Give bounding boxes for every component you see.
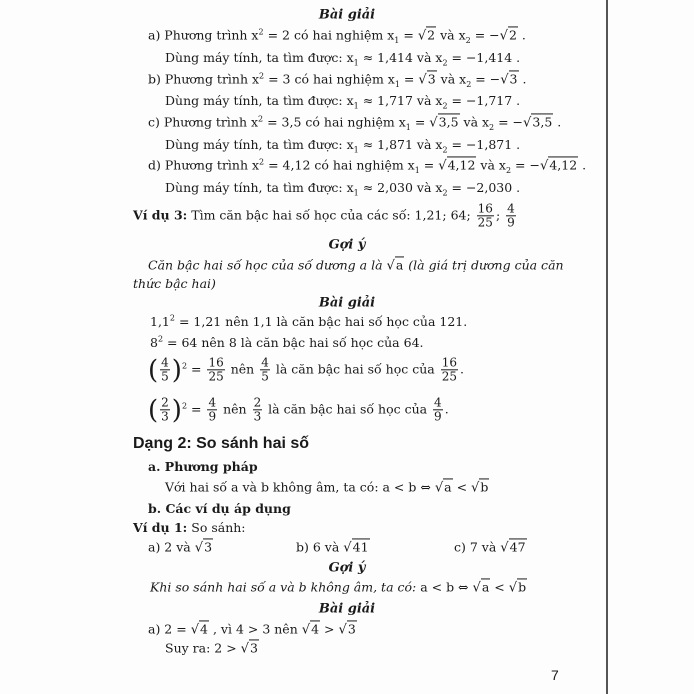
subscript: 1 bbox=[353, 58, 359, 68]
fraction bbox=[160, 396, 170, 423]
fraction bbox=[477, 202, 494, 229]
denominator: 5 bbox=[161, 369, 169, 384]
square-root bbox=[540, 159, 578, 172]
square-root bbox=[387, 259, 405, 272]
radical-sign: √ bbox=[338, 622, 347, 638]
subscript: 2 bbox=[442, 145, 448, 155]
radical-sign: √ bbox=[343, 540, 352, 556]
calc-line-a: Dùng máy tính, ta tìm được: $x_1 \approx 1,414$ và $x_2 = -1,414$ . bbox=[165, 49, 521, 68]
right-paren: ) bbox=[171, 355, 182, 385]
solution-line-c: c) Phương trình $x^2 = 3,5$ có hai nghiệm $x_1 = √3,5$ và $x_2 = -√3,5$ . bbox=[148, 114, 562, 132]
denominator: 9 bbox=[434, 409, 442, 424]
subscript: 2 bbox=[505, 165, 512, 175]
italic-text: Khi so sánh hai số a và b không âm, ta có: bbox=[150, 579, 421, 595]
subscript: 1 bbox=[394, 35, 400, 45]
fraction bbox=[506, 202, 516, 229]
square-root bbox=[471, 481, 489, 494]
fraction bbox=[441, 356, 458, 383]
radical-sign: √ bbox=[386, 258, 395, 274]
solution-line-1: $1,1^2 = 1,21$ nên 1,1 là căn bậc hai số học của 121. bbox=[150, 313, 468, 329]
square-root bbox=[241, 642, 259, 655]
radicand: 3 bbox=[509, 71, 518, 87]
denominator: 3 bbox=[253, 409, 262, 424]
subscript: 1 bbox=[414, 165, 420, 175]
example-1-b: b) 6 và √41 bbox=[296, 539, 369, 556]
numerator: 4 bbox=[161, 355, 169, 370]
superscript: 2 bbox=[259, 157, 265, 167]
subscript: 1 bbox=[405, 122, 411, 132]
solution-line-4: ( $\frac{2}{3}$ ) $^2$ = $\frac{4}{9}$ nên $\frac{2}{3}$ là căn bậc hai số học của $\frac{4}{9}$ . bbox=[148, 395, 449, 425]
superscript: 2 bbox=[259, 71, 265, 81]
solution-line-2: $8^2 = 64$ nên 8 là căn bậc hai số học của 64. bbox=[150, 334, 424, 350]
subheading-method: a. Phương pháp bbox=[148, 458, 258, 474]
left-paren: ( bbox=[148, 355, 159, 385]
radical-sign: √ bbox=[194, 540, 204, 556]
square-root bbox=[418, 29, 436, 42]
hint-line: Khi so sánh hai số a và b không âm, ta có: a < b ⇔ √a < √b bbox=[150, 579, 527, 596]
example-1-c: c) 7 và √47 bbox=[454, 539, 526, 556]
method-text: Với hai số a và b không âm, ta có: a < b ⇔ √a < √b bbox=[165, 479, 489, 496]
left-paren: ( bbox=[148, 395, 159, 425]
numerator: 4 bbox=[507, 201, 515, 216]
square-root bbox=[195, 541, 213, 554]
parenthesized-fraction bbox=[148, 356, 182, 383]
radicand: 2 bbox=[427, 27, 436, 43]
example-1: Ví dụ 1: So sánh: bbox=[133, 519, 246, 535]
heading-bai-giai: Bài giải bbox=[318, 7, 376, 23]
radicand: a bbox=[395, 257, 404, 273]
subscript: 1 bbox=[394, 79, 400, 89]
superscript: 2 bbox=[181, 361, 188, 371]
fraction bbox=[160, 356, 170, 383]
numerator: 4 bbox=[261, 355, 269, 370]
subscript: 2 bbox=[442, 188, 448, 198]
square-root bbox=[191, 623, 209, 636]
section-title: Dạng 2: So sánh hai số bbox=[133, 435, 310, 452]
heading-goi-y: Gợi ý bbox=[328, 237, 366, 253]
subscript: 2 bbox=[465, 35, 471, 45]
radical-sign: √ bbox=[418, 72, 427, 88]
subscript: 2 bbox=[442, 101, 448, 111]
radical-sign: √ bbox=[240, 641, 249, 657]
example-3: Ví dụ 3: Tìm căn bậc hai số học của các số: 1,21; 64; $\frac{16}{25}$ ; $\frac{4}{9}$ bbox=[133, 201, 515, 230]
subheading-examples: b. Các ví dụ áp dụng bbox=[148, 500, 291, 516]
radicand: 4 bbox=[311, 621, 320, 637]
fraction bbox=[207, 356, 224, 383]
denominator: 9 bbox=[208, 409, 217, 424]
square-root bbox=[473, 581, 491, 594]
answer-a-line-1: a) 2 = √4 , vì 4 > 3 nên √4 > √3 bbox=[148, 621, 356, 638]
square-root bbox=[438, 159, 476, 172]
hint-line-1: Căn bậc hai số học của số dương a là √a (là giá trị dương của căn bbox=[148, 257, 564, 274]
radicand: a bbox=[481, 579, 490, 595]
radicand: 4,12 bbox=[447, 157, 476, 173]
solution-line-d: d) Phương trình $x^2 = 4,12$ có hai nghiệm $x_1 = √4,12$ và $x_2 = -√4,12$ . bbox=[148, 157, 587, 175]
fraction bbox=[207, 396, 217, 423]
solution-line-b: b) Phương trình $x^2 = 3$ có hai nghiệm $x_1 = √3$ và $x_2 = -√3$ . bbox=[148, 71, 527, 89]
calc-line-d: Dùng máy tính, ta tìm được: $x_1 \approx 2,030$ và $x_2 = -2,030$ . bbox=[165, 179, 521, 198]
radical-sign: √ bbox=[417, 28, 427, 44]
subscript: 2 bbox=[442, 58, 448, 68]
numerator: 16 bbox=[441, 355, 457, 370]
square-root bbox=[302, 623, 320, 636]
radical-sign: √ bbox=[500, 540, 509, 556]
superscript: 2 bbox=[169, 313, 175, 323]
numerator: 2 bbox=[253, 395, 262, 410]
right-paren: ) bbox=[171, 395, 182, 425]
radical-sign: √ bbox=[438, 158, 447, 174]
fraction bbox=[260, 356, 270, 383]
subscript: 2 bbox=[489, 122, 495, 132]
calc-line-b: Dùng máy tính, ta tìm được: $x_1 \approx 1,717$ và $x_2 = -1,717$ . bbox=[165, 92, 521, 111]
numerator: 16 bbox=[208, 355, 224, 370]
superscript: 2 bbox=[258, 27, 264, 37]
radicand: 2 bbox=[509, 27, 517, 43]
square-root bbox=[435, 481, 453, 494]
radicand: 41 bbox=[352, 539, 369, 555]
solution-line-a: a) Phương trình $x^2 = 2$ có hai nghiệm $x_1 = √2$ và $x_2 = -√2$ . bbox=[148, 27, 526, 45]
radicand: 4,12 bbox=[549, 157, 578, 173]
square-root bbox=[418, 73, 436, 86]
page-number: 7 bbox=[551, 667, 559, 683]
numerator: 16 bbox=[477, 201, 493, 216]
denominator: 25 bbox=[441, 369, 457, 384]
square-root bbox=[500, 29, 518, 42]
radical-sign: √ bbox=[301, 622, 311, 638]
denominator: 25 bbox=[208, 369, 224, 384]
radical-sign: √ bbox=[472, 580, 481, 596]
superscript: 2 bbox=[258, 114, 264, 124]
radicand: 47 bbox=[509, 539, 526, 555]
denominator: 9 bbox=[507, 215, 515, 230]
hint-line-2: thức bậc hai) bbox=[133, 275, 216, 291]
radicand: 3 bbox=[347, 621, 356, 637]
subscript: 1 bbox=[353, 188, 359, 198]
radical-sign: √ bbox=[523, 115, 532, 131]
heading-goi-y: Gợi ý bbox=[328, 560, 366, 576]
answer-a-line-2: Suy ra: 2 > √3 bbox=[165, 640, 258, 657]
page-edge-rule bbox=[606, 0, 608, 694]
bold-label: Ví dụ 1: bbox=[133, 519, 188, 535]
subscript: 1 bbox=[353, 145, 359, 155]
calc-line-c: Dùng máy tính, ta tìm được: $x_1 \approx 1,871$ và $x_2 = -1,871$ . bbox=[165, 136, 521, 155]
example-1-a: a) 2 và √3 bbox=[148, 539, 213, 556]
square-root bbox=[338, 623, 356, 636]
radical-sign: √ bbox=[190, 622, 200, 638]
radicand: b bbox=[518, 579, 527, 595]
radical-sign: √ bbox=[434, 480, 444, 496]
numerator: 4 bbox=[208, 395, 217, 410]
radical-sign: √ bbox=[429, 115, 438, 131]
bold-label: Ví dụ 3: bbox=[133, 207, 188, 223]
fraction bbox=[433, 396, 443, 423]
solution-line-3: ( $\frac{4}{5}$ ) $^2$ = $\frac{16}{25}$ nên $\frac{4}{5}$ là căn bậc hai số học của $\frac{16}{25}$ . bbox=[148, 355, 464, 385]
square-root bbox=[429, 116, 459, 129]
square-root bbox=[523, 116, 553, 129]
parenthesized-fraction bbox=[148, 396, 182, 423]
radicand: b bbox=[480, 479, 489, 495]
radicand: 3 bbox=[427, 71, 436, 87]
subscript: 1 bbox=[353, 101, 359, 111]
radical-sign: √ bbox=[500, 72, 509, 88]
subscript: 2 bbox=[466, 79, 472, 89]
denominator: 3 bbox=[161, 409, 169, 424]
radical-sign: √ bbox=[499, 28, 508, 44]
superscript: 2 bbox=[181, 401, 188, 411]
heading-bai-giai: Bài giải bbox=[318, 601, 376, 617]
denominator: 25 bbox=[477, 215, 493, 230]
radicand: 3,5 bbox=[532, 114, 553, 130]
radicand: 3 bbox=[250, 640, 258, 656]
square-root bbox=[500, 73, 518, 86]
radicand: 4 bbox=[200, 621, 208, 637]
fraction bbox=[253, 396, 263, 423]
square-root bbox=[343, 541, 369, 554]
heading-bai-giai: Bài giải bbox=[318, 295, 376, 311]
radical-sign: √ bbox=[508, 580, 518, 596]
radicand: 3 bbox=[204, 539, 213, 555]
denominator: 5 bbox=[261, 369, 269, 384]
radical-sign: √ bbox=[471, 480, 480, 496]
radicand: a bbox=[444, 479, 452, 495]
radicand: 3,5 bbox=[438, 114, 459, 130]
numerator: 2 bbox=[161, 395, 169, 410]
superscript: 2 bbox=[157, 334, 164, 344]
radical-sign: √ bbox=[539, 158, 549, 174]
numerator: 4 bbox=[434, 395, 442, 410]
square-root bbox=[500, 541, 526, 554]
square-root bbox=[509, 581, 527, 594]
